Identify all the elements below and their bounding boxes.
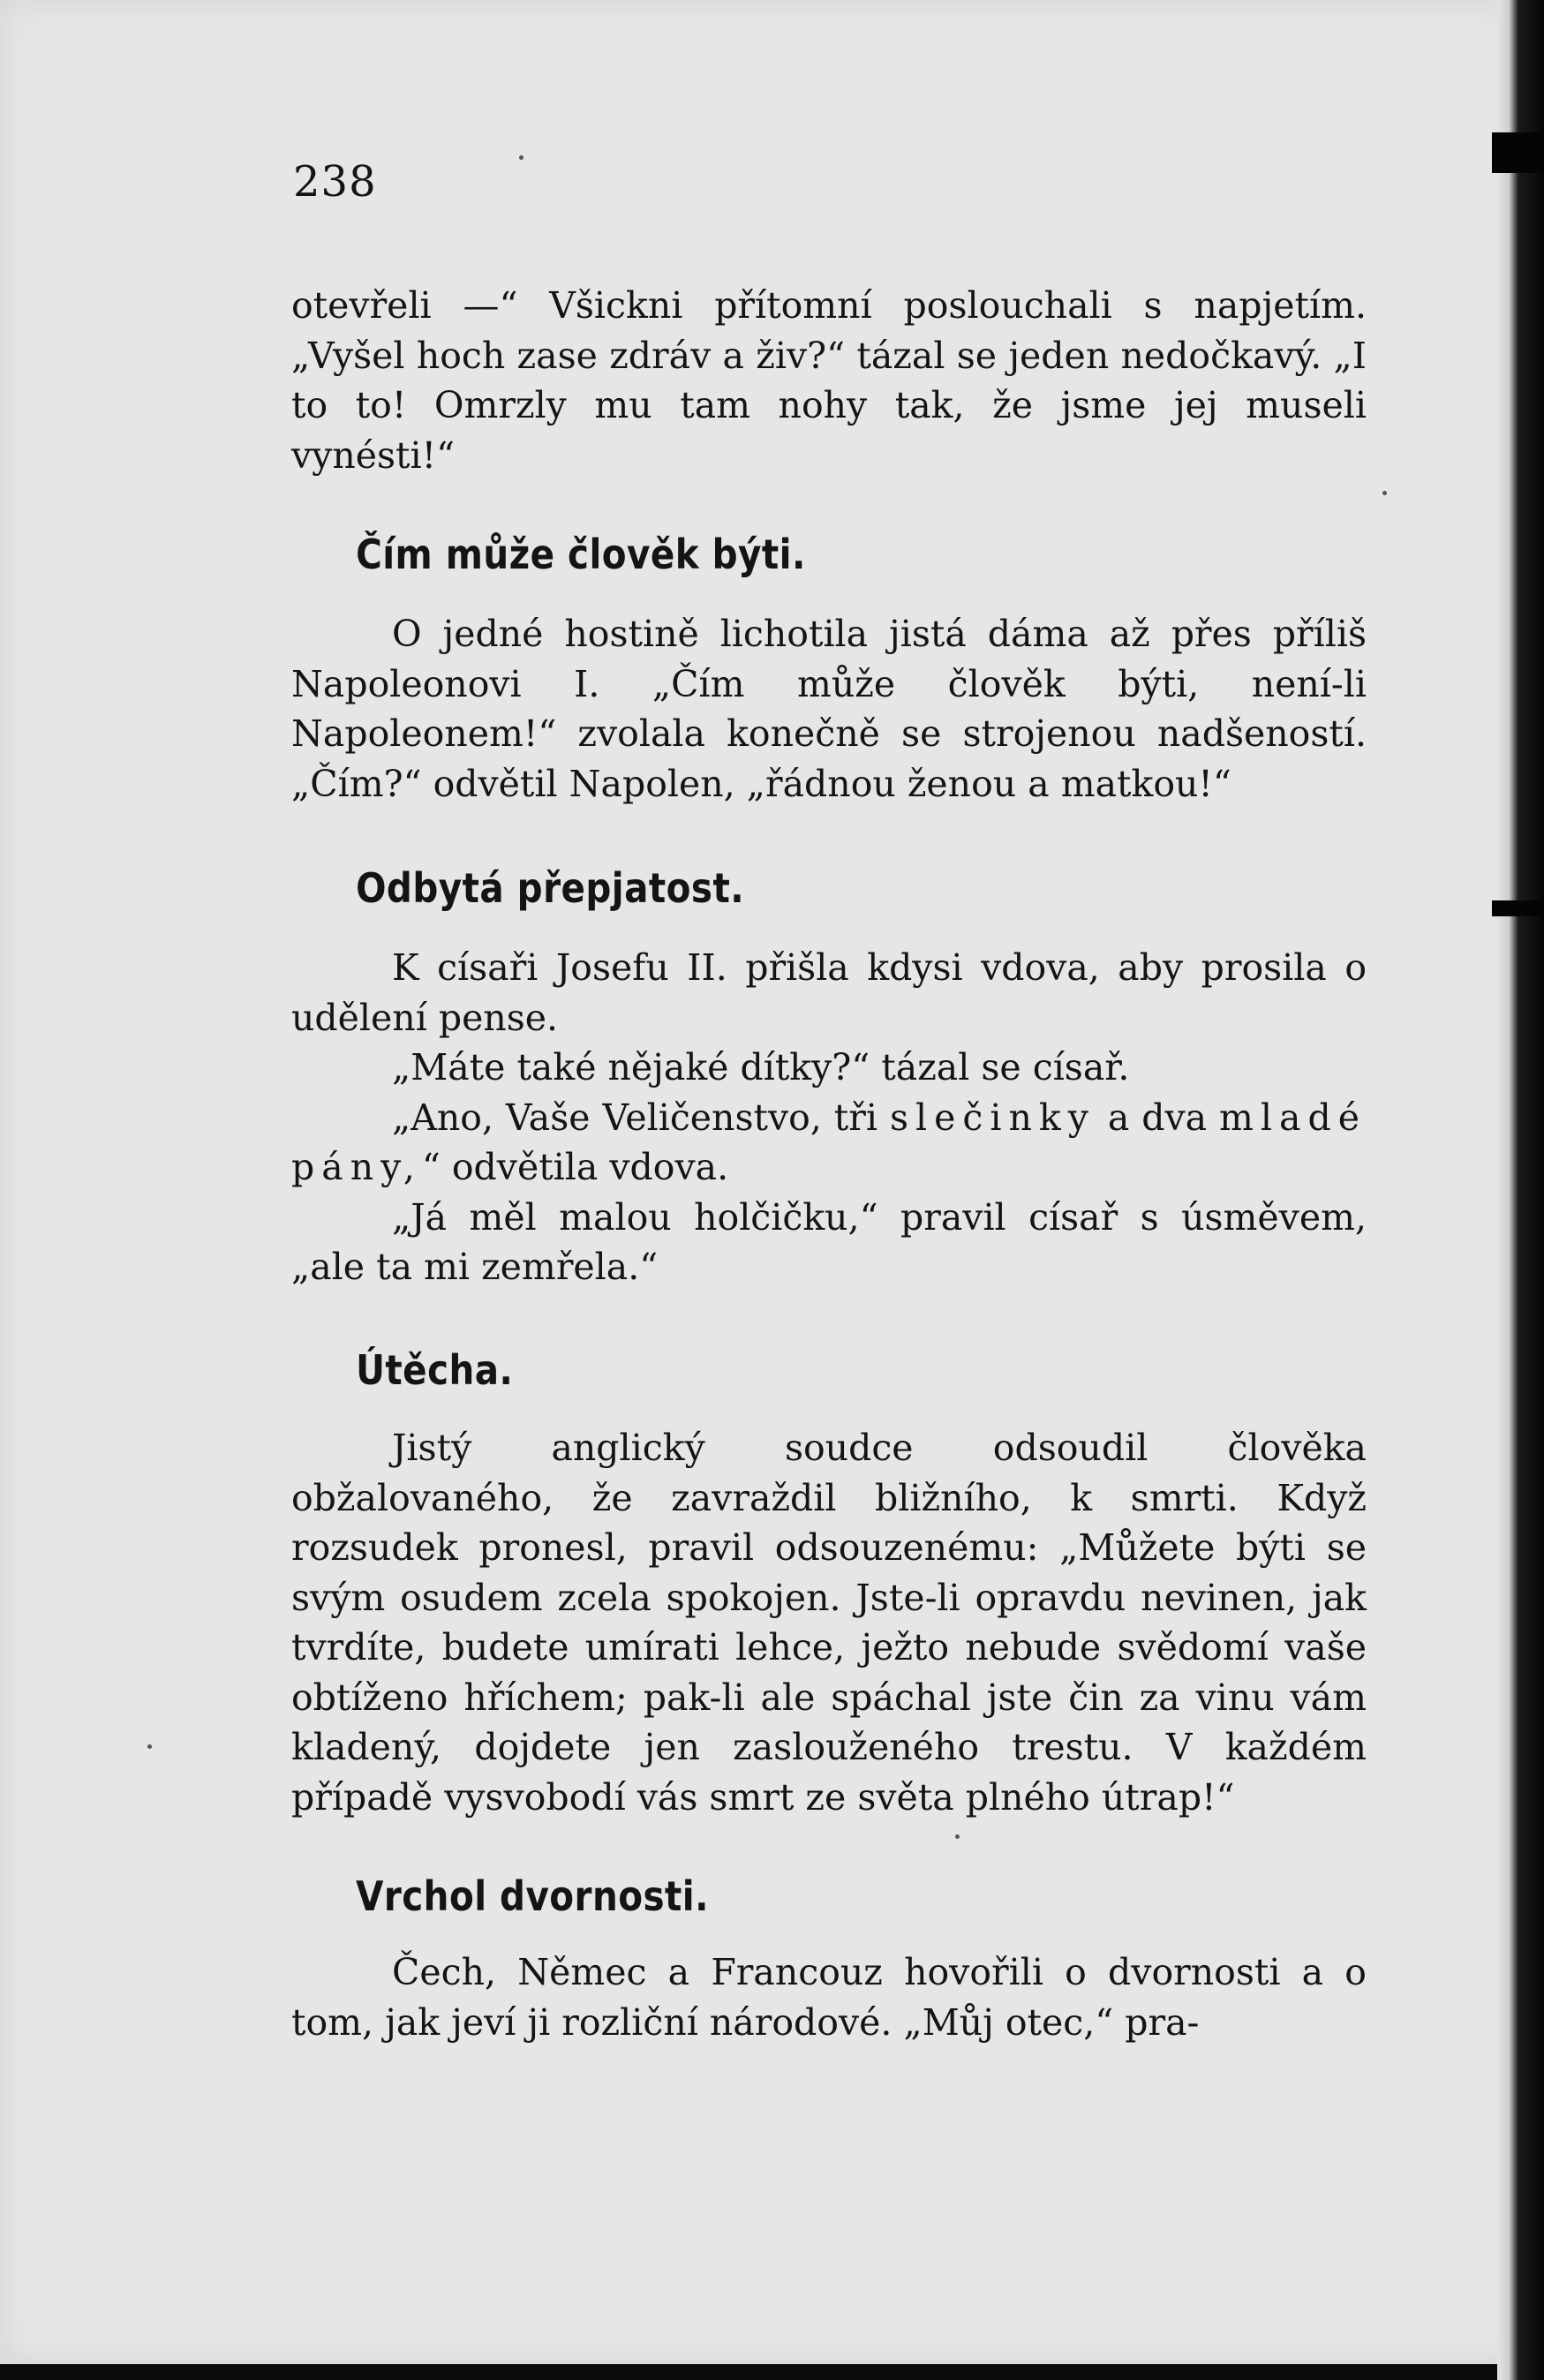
block-2	[291, 530, 1367, 580]
block-3	[291, 609, 1367, 809]
block-4	[291, 863, 1367, 914]
paragraph: O jedné hostině lichotila jistá dáma až přes příliš Napoleonovi I. „Čím může člověk býti, není-li Napoleonem!“ zvolala konečně se strojenou nadšeností. „Čím?“ odvětil Napolen, „řádnou ženou a matkou!“	[291, 613, 1367, 805]
page-number: 238	[293, 157, 377, 207]
section-heading: Čím může člověk býti.	[356, 531, 806, 578]
spaced-text: mladé pány,	[291, 1096, 1367, 1188]
text-run: „Ano, Vaše Veličenstvo, tři	[392, 1096, 890, 1139]
section-heading: Útěcha.	[356, 1346, 514, 1394]
dust-speck	[1382, 491, 1387, 495]
text-run: “ odvětila vdova.	[421, 1146, 729, 1188]
edge-shadow-mark	[1492, 132, 1544, 173]
page-edge-shadow	[1497, 0, 1544, 2380]
text-run: a dva	[1095, 1096, 1220, 1139]
paragraph: „Máte také nějaké dítky?“ tázal se císař.	[392, 1046, 1130, 1088]
block-6	[291, 1345, 1367, 1396]
edge-shadow-mark	[1492, 900, 1544, 916]
dust-speck	[147, 1744, 152, 1749]
block-1	[291, 281, 1367, 480]
paragraph-continuation: otevřeli —“ Všickni přítomní poslouchali s napjetím. „Vyšel hoch zase zdráv a živ?“ tázal se jeden nedočkavý. „I to to! Omrzly mu tam nohy tak, že jsme jej museli vynésti!“	[291, 284, 1367, 477]
dust-speck	[519, 155, 523, 160]
paragraph	[291, 1093, 1367, 1193]
paragraph: Jistý anglický soudce odsoudil člověka obžalovaného, že zavraždil bližního, k smrti. Když rozsudek pronesl, pravil odsouzenému: „Můžete býti se svým osudem zcela spokojen. Jste-li opravdu nevinen, jak tvrdíte, budete umírati lehce, ježto nebude svědomí vaše obtíženo hříchem; pak-li ale spáchal jste čin za vinu vám kladený, dojdete jen zaslouženého trestu. V každém případě vysvobodí vás smrt ze světa plného útrap!“	[291, 1427, 1367, 1819]
block-8	[291, 1872, 1367, 1922]
block-9	[291, 1947, 1367, 2047]
paragraph: K císaři Josefu II. přišla kdysi vdova, aby prosila o udělení pense.	[291, 946, 1367, 1039]
block-7	[291, 1423, 1367, 1822]
section-heading: Vrchol dvornosti.	[356, 1872, 709, 1920]
paragraph: Čech, Němec a Francouz hovořili o dvornosti a o tom, jak jeví ji rozliční národové. „Můj otec,“ pra-	[291, 1951, 1367, 2044]
paragraph: „Já měl malou holčičku,“ pravil císař s úsměvem, „ale ta mi zemřela.“	[291, 1195, 1367, 1288]
spaced-text: slečinky	[889, 1096, 1096, 1139]
section-heading: Odbytá přepjatost.	[356, 864, 745, 912]
block-5	[291, 943, 1367, 1292]
dust-speck	[955, 1834, 960, 1839]
